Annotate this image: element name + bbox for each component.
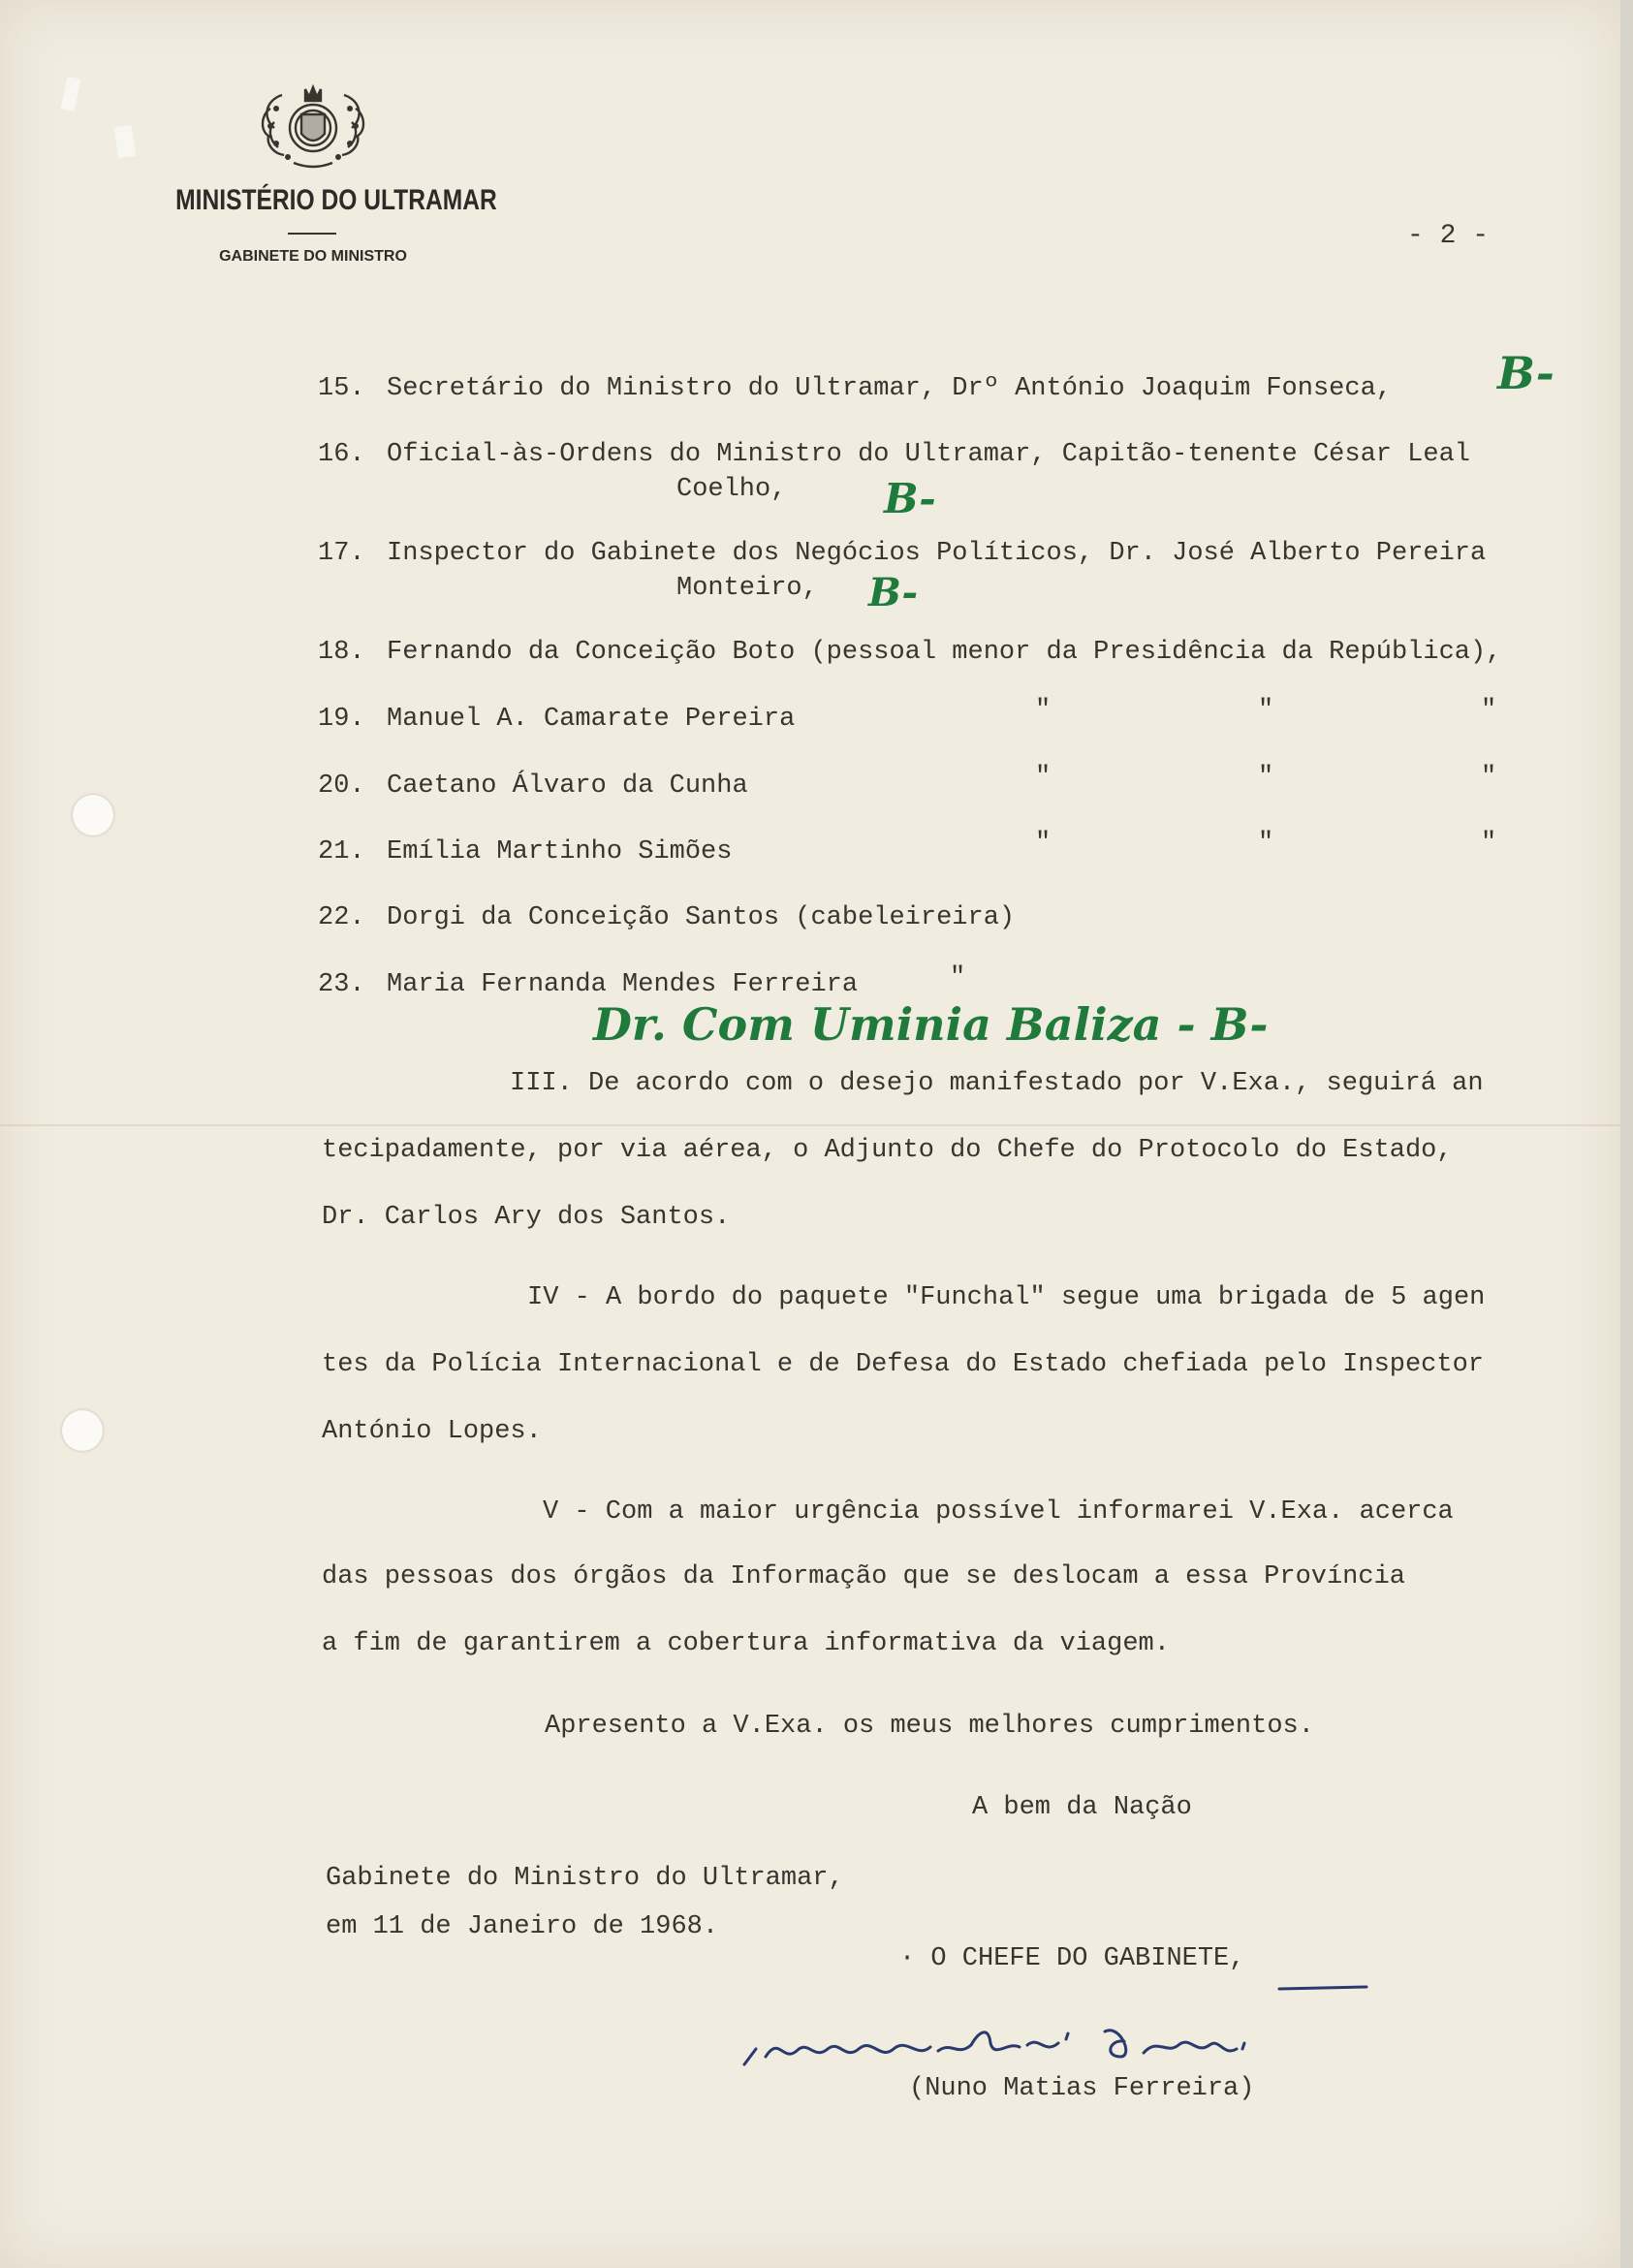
- list-item-text: Dorgi da Conceição Santos (cabeleireira): [387, 903, 1016, 932]
- page-number: - 2 -: [1407, 221, 1490, 251]
- closing-motto: A bem da Nação: [972, 1793, 1192, 1822]
- paragraph-line: António Lopes.: [322, 1417, 542, 1446]
- list-item-text: Secretário do Ministro do Ultramar, Drº António Joaquim Fonseca,: [387, 374, 1392, 403]
- punch-hole: [73, 795, 113, 835]
- list-item-text: Emília Martinho Simões: [387, 837, 733, 866]
- sender-place: Gabinete do Ministro do Ultramar,: [326, 1864, 844, 1893]
- list-item-text: Maria Fernanda Mendes Ferreira: [387, 970, 859, 999]
- ditto-mark: ": [1481, 763, 1497, 792]
- coat-of-arms-icon: [255, 79, 371, 173]
- letterhead-divider: [288, 233, 336, 235]
- ditto-mark: ": [950, 963, 966, 992]
- list-item-continuation: Coelho,: [676, 475, 787, 504]
- paragraph-line: tecipadamente, por via aérea, o Adjunto do Chefe do Protocolo do Estado,: [322, 1136, 1453, 1165]
- list-number: 23.: [318, 970, 365, 999]
- list-number: 17.: [318, 539, 365, 568]
- list-item-continuation: Monteiro,: [676, 574, 818, 603]
- paragraph-line: tes da Polícia Internacional e de Defesa do Estado chefiada pelo Inspector: [322, 1350, 1484, 1379]
- list-item-text: Inspector do Gabinete dos Negócios Políticos, Dr. José Alberto Pereira: [387, 539, 1487, 568]
- list-item-text: Oficial-às-Ordens do Ministro do Ultramar, Capitão-tenente César Leal: [387, 440, 1470, 469]
- list-item-text: Caetano Álvaro da Cunha: [387, 772, 748, 801]
- list-number: 19.: [318, 705, 365, 734]
- list-item-text: Fernando da Conceição Boto (pessoal menor da Presidência da República),: [387, 638, 1502, 667]
- ditto-mark: ": [1035, 829, 1052, 858]
- handwritten-note: Dr. Com Uminia Baliza - B-: [593, 998, 1269, 1051]
- paragraph-line: Dr. Carlos Ary dos Santos.: [322, 1203, 731, 1232]
- ditto-mark: ": [1481, 696, 1497, 725]
- punch-hole: [62, 1410, 103, 1451]
- ditto-mark: ": [1035, 763, 1052, 792]
- paragraph-line: V - Com a maior urgência possível informarei V.Exa. acerca: [543, 1497, 1454, 1527]
- paragraph-line: III. De acordo com o desejo manifestado por V.Exa., seguirá an: [510, 1069, 1484, 1098]
- ditto-mark: ": [1258, 696, 1274, 725]
- handwritten-mark: B-: [1497, 347, 1554, 399]
- list-number: 15.: [318, 374, 365, 403]
- paragraph-line: das pessoas dos órgãos da Informação que se deslocam a essa Província: [322, 1562, 1405, 1591]
- page-edge: [1620, 0, 1633, 2268]
- paper-fold: [0, 1124, 1620, 1126]
- ditto-mark: ": [1258, 763, 1274, 792]
- list-number: 22.: [318, 903, 365, 932]
- list-number: 20.: [318, 772, 365, 801]
- list-item-text: Manuel A. Camarate Pereira: [387, 705, 796, 734]
- handwritten-mark: B-: [868, 570, 919, 615]
- signatory-name: (Nuno Matias Ferreira): [909, 2074, 1255, 2103]
- list-number: 16.: [318, 440, 365, 469]
- list-number: 18.: [318, 638, 365, 667]
- paragraph-line: a fim de garantirem a cobertura informativa da viagem.: [322, 1629, 1170, 1658]
- signatory-title: · O CHEFE DO GABINETE,: [899, 1944, 1245, 1973]
- ditto-mark: ": [1258, 829, 1274, 858]
- ditto-mark: ": [1481, 829, 1497, 858]
- list-number: 21.: [318, 837, 365, 866]
- cabinet-name: GABINETE DO MINISTRO: [219, 248, 407, 265]
- ministry-name: MINISTÉRIO DO ULTRAMAR: [175, 184, 497, 216]
- handwritten-mark: B-: [884, 475, 936, 522]
- closing-greeting: Apresento a V.Exa. os meus melhores cumprimentos.: [545, 1712, 1314, 1741]
- paragraph-line: IV - A bordo do paquete "Funchal" segue uma brigada de 5 agen: [527, 1283, 1486, 1312]
- letter-date: em 11 de Janeiro de 1968.: [326, 1912, 719, 1941]
- ditto-mark: ": [1035, 696, 1052, 725]
